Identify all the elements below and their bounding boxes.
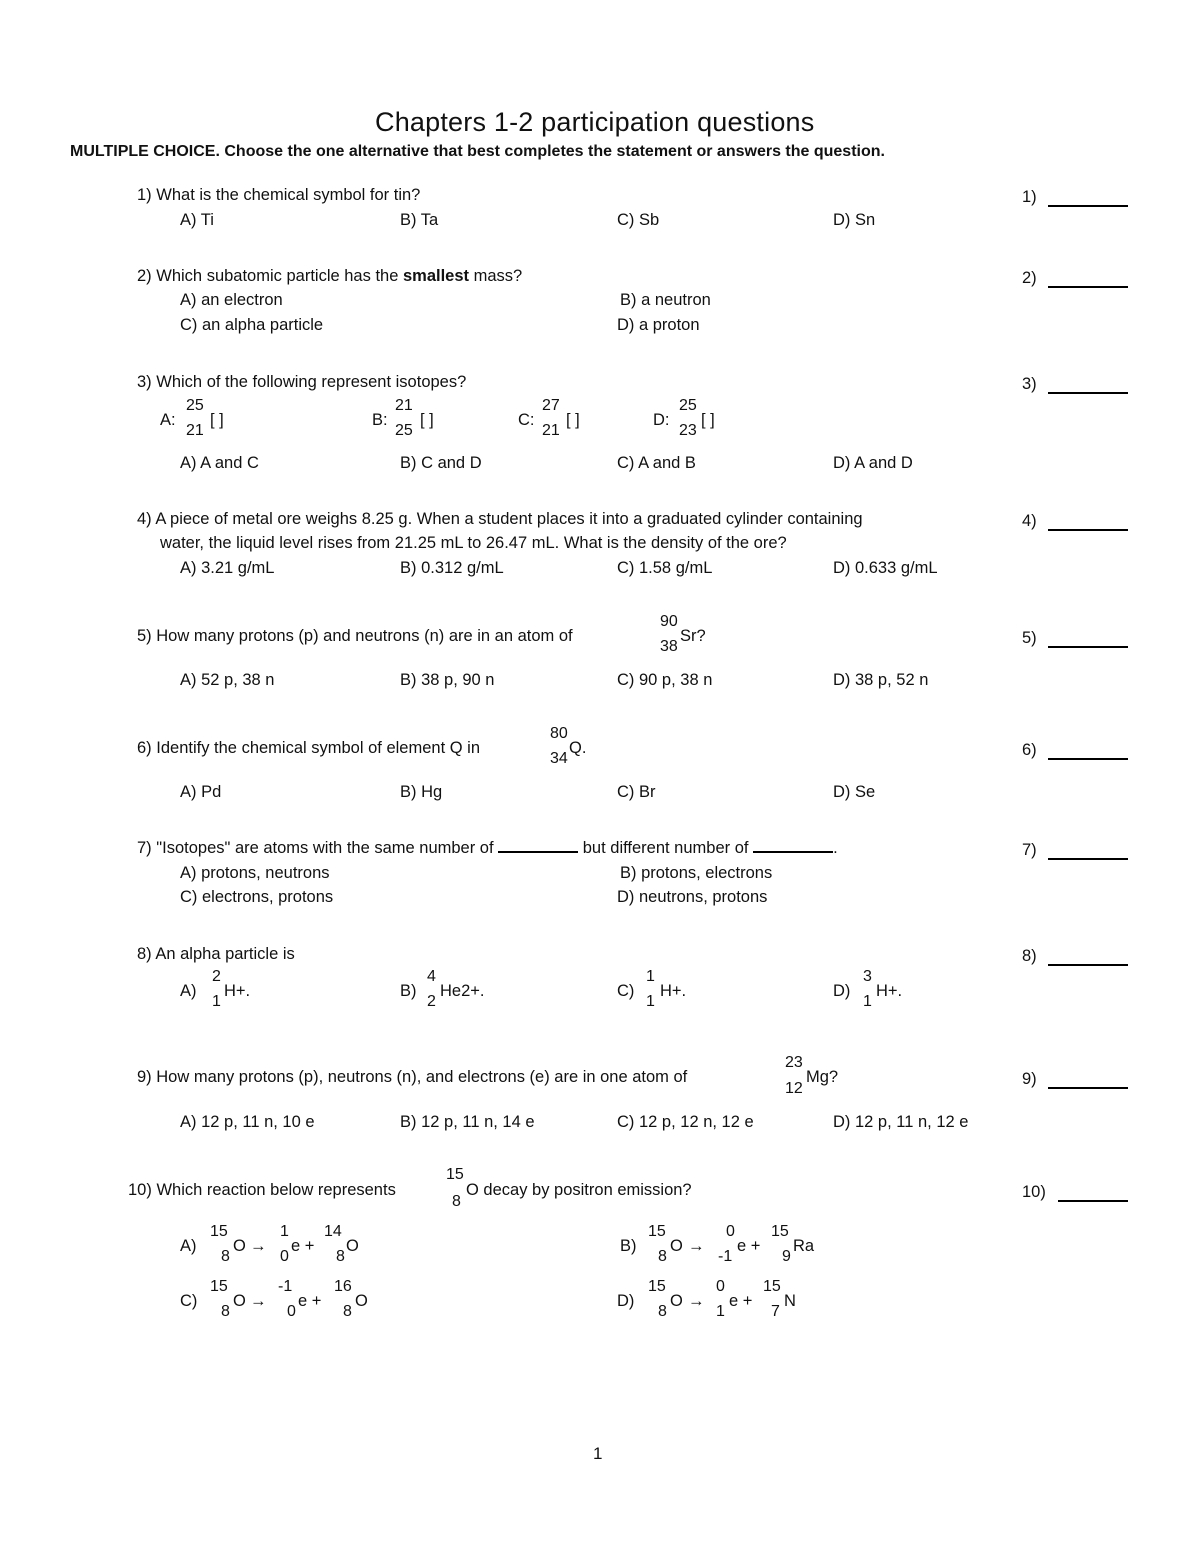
arrow-icon: → [250, 1237, 267, 1255]
arrow-icon: → [688, 1237, 705, 1255]
atomic-number: 1 [212, 993, 221, 1010]
option-b: B) a neutron [620, 291, 711, 309]
mass-number: 21 [395, 397, 413, 414]
answer-blank-6[interactable] [1048, 758, 1128, 760]
option-b: B) Ta [400, 211, 439, 229]
question-text: Which of the following represent isotopes? [156, 373, 467, 391]
option-d: D) Se [833, 783, 876, 801]
option-b: B) Hg [400, 783, 443, 801]
question-text-b: but different number of [582, 839, 749, 857]
question-text-a: Which reaction below represents [156, 1181, 396, 1199]
answer-blank-3[interactable] [1048, 392, 1128, 394]
reactant-symbol: O [233, 1237, 246, 1255]
option-c: C) an alpha particle [180, 316, 324, 334]
mass-number: 0 [716, 1278, 725, 1295]
answer-number: 6) [1022, 741, 1037, 759]
answer-blank-1[interactable] [1048, 205, 1128, 207]
question-text-line-1: A piece of metal ore weighs 8.25 g. When a student places it into a graduated cylinder containing [155, 510, 863, 528]
atomic-number: 21 [542, 422, 560, 439]
option-formula: H+. [876, 982, 903, 1000]
instructions [70, 143, 885, 161]
question-text: How many protons (p) and neutrons (n) are in an atom of [156, 627, 573, 645]
mass-number: 90 [660, 613, 678, 630]
answer-blank-10[interactable] [1058, 1200, 1128, 1202]
option-a: A) an electron [180, 291, 283, 309]
element-symbol: Sr? [680, 627, 706, 645]
option-c: C) Sb [617, 211, 660, 229]
mass-number: 1 [646, 968, 655, 985]
question-text-b: O decay by positron emission? [466, 1181, 692, 1199]
option-a: A) Pd [180, 783, 222, 801]
question-number: 3) [137, 373, 152, 391]
symbol-label: B: [372, 411, 388, 429]
option-c: C) 1.58 g/mL [617, 559, 713, 577]
atomic-number: 1 [646, 993, 655, 1010]
question-text-line-2: water, the liquid level rises from 21.25 mL to 26.47 mL. What is the density of the ore? [160, 534, 787, 552]
mass-number: 2 [212, 968, 221, 985]
element-symbol: Mg? [806, 1068, 839, 1086]
mass-number: 27 [542, 397, 560, 414]
mass-number: 16 [334, 1278, 352, 1295]
answer-number: 2) [1022, 269, 1037, 287]
option-formula: H+. [224, 982, 251, 1000]
answer-number: 4) [1022, 512, 1037, 530]
arrow-icon: → [688, 1292, 705, 1310]
reactant-symbol: O [670, 1292, 683, 1310]
atomic-number: 21 [186, 422, 204, 439]
option-label: D) [617, 1292, 635, 1310]
page-number: 1 [593, 1444, 603, 1463]
instructions-text: Choose the one alternative that best completes the statement or answers the question. [224, 143, 885, 160]
answer-blank-2[interactable] [1048, 286, 1128, 288]
answer-blank-9[interactable] [1048, 1087, 1128, 1089]
option-b: B) protons, electrons [620, 864, 773, 882]
question-text-a: "Isotopes" are atoms with the same number of [156, 839, 494, 857]
question-4 [137, 510, 863, 529]
mass-number: 1 [280, 1223, 289, 1240]
option-formula: H+. [660, 982, 687, 1000]
page-title: Chapters 1-2 participation questions [375, 107, 815, 137]
question-number: 1) [137, 186, 152, 204]
atomic-number: 9 [782, 1248, 791, 1265]
answer-blank-8[interactable] [1048, 964, 1128, 966]
question-7 [137, 839, 838, 858]
answer-blank-4[interactable] [1048, 529, 1128, 531]
mass-number: 15 [210, 1223, 228, 1240]
answer-number: 9) [1022, 1070, 1037, 1088]
product-1-symbol: e + [737, 1237, 761, 1255]
option-label: C) [617, 982, 635, 1000]
question-1 [137, 186, 420, 205]
symbol-body: [ ] [420, 411, 434, 429]
option-d: D) neutrons, protons [617, 888, 768, 906]
option-a: A) A and C [180, 454, 259, 472]
option-b: B) 12 p, 11 n, 14 e [400, 1113, 535, 1131]
mass-number: 23 [785, 1054, 803, 1071]
atomic-number: 34 [550, 750, 568, 767]
mass-number: 80 [550, 725, 568, 742]
reactant-symbol: O [670, 1237, 683, 1255]
question-number: 6) [137, 739, 152, 757]
atomic-number: 8 [658, 1303, 667, 1320]
question-2 [137, 267, 522, 286]
atomic-number: 0 [280, 1248, 289, 1265]
element-symbol: Q. [569, 739, 587, 757]
option-b: B) 0.312 g/mL [400, 559, 504, 577]
atomic-number: 25 [395, 422, 413, 439]
mass-number: 25 [186, 397, 204, 414]
option-a: A) protons, neutrons [180, 864, 330, 882]
question-text-c: . [833, 839, 838, 857]
answer-blank-7[interactable] [1048, 858, 1128, 860]
symbol-body: [ ] [210, 411, 224, 429]
question-number: 9) [137, 1068, 152, 1086]
atomic-number: 8 [452, 1193, 461, 1210]
atomic-number: 2 [427, 993, 436, 1010]
option-label: D) [833, 982, 851, 1000]
option-b: B) 38 p, 90 n [400, 671, 495, 689]
option-c: C) 90 p, 38 n [617, 671, 713, 689]
atomic-number: 8 [221, 1303, 230, 1320]
symbol-label: D: [653, 411, 670, 429]
atomic-number: 23 [679, 422, 697, 439]
symbol-body: [ ] [701, 411, 715, 429]
symbol-body: [ ] [566, 411, 580, 429]
product-2-symbol: O [355, 1292, 368, 1310]
product-1-symbol: e + [729, 1292, 753, 1310]
option-formula: He2+. [440, 982, 485, 1000]
product-2-symbol: N [784, 1292, 796, 1310]
question-text: What is the chemical symbol for tin? [156, 186, 421, 204]
option-d: D) 0.633 g/mL [833, 559, 938, 577]
product-1-symbol: e + [298, 1292, 322, 1310]
atomic-number: 8 [336, 1248, 345, 1265]
option-b: B) C and D [400, 454, 482, 472]
question-8 [137, 945, 295, 964]
mass-number: 0 [726, 1223, 735, 1240]
answer-number: 3) [1022, 375, 1037, 393]
mass-number: 25 [679, 397, 697, 414]
option-d: D) A and D [833, 454, 913, 472]
answer-number: 7) [1022, 841, 1037, 859]
option-d: D) 38 p, 52 n [833, 671, 929, 689]
option-c: C) 12 p, 12 n, 12 e [617, 1113, 754, 1131]
option-a: A) 12 p, 11 n, 10 e [180, 1113, 315, 1131]
mass-number: 15 [210, 1278, 228, 1295]
option-label: B) [400, 982, 417, 1000]
question-10 [128, 1181, 396, 1200]
answer-number: 8) [1022, 947, 1037, 965]
emphasis-smallest: smallest [402, 267, 470, 285]
question-text: Which subatomic particle has the smallest mass? [156, 267, 523, 285]
atomic-number: -1 [718, 1248, 733, 1265]
mass-number: -1 [278, 1278, 293, 1295]
atomic-number: 1 [716, 1303, 725, 1320]
fill-blank-2[interactable] [753, 850, 833, 853]
question-text: How many protons (p), neutrons (n), and electrons (e) are in one atom of [156, 1068, 688, 1086]
symbol-label: C: [518, 411, 535, 429]
product-2-symbol: Ra [793, 1237, 815, 1255]
mass-number: 15 [771, 1223, 789, 1240]
fill-blank-1[interactable] [498, 850, 578, 853]
question-3 [137, 373, 466, 392]
mass-number: 3 [863, 968, 872, 985]
atomic-number: 0 [287, 1303, 296, 1320]
option-label: A) [180, 982, 197, 1000]
question-5 [137, 627, 573, 646]
atomic-number: 7 [771, 1303, 780, 1320]
instructions-label: MULTIPLE CHOICE. [70, 143, 220, 160]
atomic-number: 12 [785, 1080, 803, 1097]
mass-number: 15 [648, 1223, 666, 1240]
answer-number: 10) [1022, 1183, 1046, 1201]
atomic-number: 8 [658, 1248, 667, 1265]
question-number: 7) [137, 839, 152, 857]
answer-number: 1) [1022, 188, 1037, 206]
question-number: 10) [128, 1181, 152, 1199]
mass-number: 15 [648, 1278, 666, 1295]
question-number: 5) [137, 627, 152, 645]
question-number: 2) [137, 267, 152, 285]
question-number: 4) [137, 510, 152, 528]
atomic-number: 1 [863, 993, 872, 1010]
symbol-label: A: [160, 411, 176, 429]
answer-blank-5[interactable] [1048, 646, 1128, 648]
question-text: An alpha particle is [155, 945, 295, 963]
atomic-number: 8 [221, 1248, 230, 1265]
mass-number: 14 [324, 1223, 342, 1240]
option-label: B) [620, 1237, 637, 1255]
option-label: A) [180, 1237, 197, 1255]
mass-number: 4 [427, 968, 436, 985]
answer-number: 5) [1022, 629, 1037, 647]
option-c: C) Br [617, 783, 656, 801]
option-c: C) electrons, protons [180, 888, 334, 906]
question-9 [137, 1068, 687, 1087]
question-6 [137, 739, 480, 758]
question-number: 8) [137, 945, 152, 963]
option-a: A) Ti [180, 211, 214, 229]
product-2-symbol: O [346, 1237, 359, 1255]
question-text: Identify the chemical symbol of element Q in [156, 739, 480, 757]
atomic-number: 8 [343, 1303, 352, 1320]
product-1-symbol: e + [291, 1237, 315, 1255]
atomic-number: 38 [660, 638, 678, 655]
option-a: A) 3.21 g/mL [180, 559, 275, 577]
option-c: C) A and B [617, 454, 696, 472]
mass-number: 15 [763, 1278, 781, 1295]
option-d: D) 12 p, 11 n, 12 e [833, 1113, 969, 1131]
mass-number: 15 [446, 1166, 464, 1183]
reactant-symbol: O [233, 1292, 246, 1310]
option-d: D) a proton [617, 316, 700, 334]
option-a: A) 52 p, 38 n [180, 671, 275, 689]
arrow-icon: → [250, 1292, 267, 1310]
option-d: D) Sn [833, 211, 876, 229]
option-label: C) [180, 1292, 198, 1310]
